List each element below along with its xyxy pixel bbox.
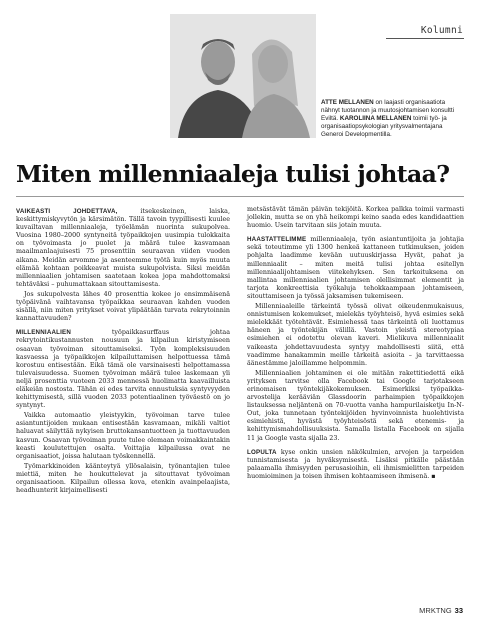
paragraph-text: millenniaaleja, työn asiantuntijoita ja johtajia sekä toteutimme yli 1300 henkeä kattaneen tutkimuksen, joiden pohjalta laadimme kevään uutuuskirjassa Hyvät, pahat ja millenniaalit – miten meitä tulisi johtaa esitellyn millenniaalijohtamisen viitekehyksen. Sen tarkoituksena on mallintaa millenniaalien johtamisen olellisimmat elementit ja tarjota konkreettisia työkaluja tehokkaampaan johtamiseen, sitouttamiseen ja työssä jaksamisen tukemiseen. (247, 236, 464, 300)
lead-in: MILLENNIAALIEN (16, 329, 72, 337)
paragraph (247, 370, 464, 443)
article-column-right (247, 206, 464, 483)
paragraph (16, 412, 230, 461)
header-rule (386, 38, 464, 39)
paragraph-text: metsästävät tämän päivän tekijöitä. Korkea palkka toimii varmasti jollekin, mutta se on yhä heikompi keino saada edes kandidaattien huomio. Usein tarvitaan siis jotain muuta. (247, 206, 464, 230)
paragraph-text: Jos sukupolvesta lähes 40 prosenttia kokee jo ensimmäisenä työpäivänä vaihtavansa työpaikkaa seuraavan kahden vuoden sisällä, niin miten yritykset voivat ylipäätään turvata rekrytoinnin kannattavuuden? (16, 290, 230, 323)
paragraph (247, 303, 464, 368)
author-bio-1: on laajasti organisaatiota nähnyt tuotannon ja muutosjohtamisen konsultti Eviltä. (321, 99, 455, 122)
paragraph (247, 206, 464, 230)
paragraph-text: Työmarkkinoiden käänteytyä yllösalaisin, työnantajien tulee miettiä, miten he houkuttelevat ja sitouttavat työvoiman organisaatioon. Kilpailun ollessa kova, etenkin avainpelaajista, headhunterit kirjaimellisesti (16, 462, 230, 495)
paragraph-text: Vaikka automaatio yleistyykin, työvoiman tarve tulee asiantuntijoiden mukaan entisestään kasvamaan, mikäli valtiot haluavat säilyttää nykyisen bruttokansantuotteen ja tuottavuuden kasvun. Osaavan työvoiman puute tulee olemaan voimakkaintakin keasti koulutettujen osalta. Voittajia kilpailussa ovat ne organisaatiot, joissa halutaan työskennellä. (16, 412, 230, 460)
author-bio-2: toimii työ- ja organisaatiopsykologian yritysvalmentajana Generoi Developmentilla. (321, 114, 447, 138)
headline-rule (16, 196, 464, 197)
paragraph-text: Millenniaaleille tärkeintä työssä olivat oikeudenmukaisuus, onnistumisen kokemukset, mielekäs työyhteisö, hyvä esimies sekä mielekkäät työtehtävät. Esimiehessä taas tärkeintä oli luottamus häneen ja työntekijän välillä. Vastoin yleistä stereotypiaa esimiehen ei odotettu olevan kaveri. Mielikuva millenniaalit vaikeasta johdettavuudesta syntyy mahdollisesti siitä, että vaadimme hanakammin meille tärkeitä asioita – ja tarvittaessa äänestämme jaloillamme helpommin. (247, 303, 464, 367)
paragraph-text: Millenniaalien johtaminen ei ole mitään rakettitiedettä eikä yrityksen tarvitse olla Facebook tai Google tarjotakseen erinomaisen työntekijäkokemuksen. Esimerkiksi työpaikka-arvostelija kerääviän Glassdoorin parhaimpien työpaikkojen listauksessa neljäntenä on 70-vuotta vanha hampurilaisketju In-N-Out, joka tunnetaan työntekijöiden hyvinvoinnista huolehtivista esimiehistä, hyvästä työyhteisöstä sekä etenemis- ja kehittymismahdollisuuksista. Samalla listalla Facebook on sijalla 11 ja Google vasta sijalla 23. (247, 369, 464, 442)
lead-in: LOPULTA (247, 448, 277, 456)
author-name-2: KAROLIINA MELLANEN (339, 114, 412, 122)
page-number: 33 (454, 606, 463, 615)
paragraph-text: työpaikkasurffaus johtaa rekrytointikustannusten nousuun ja kilpailun kiristymiseen osaavan työvoiman sitouttamiseksi. Työn kompleksisuuden kasvaessa ja työpaikkojen kilpailuttamisen helpottuessa tämä korostuu entisestään. Eikä tämä ole varsinaisesti helpottamassa tulevaisuudessa. Suomen työvoiman määrä tulee laskemaan yli neljä prosenttia vuoteen 2033 mennessä huolimatta kaavailluista eläkeiän nostosta. Tähän ei edes tarvita ennustuksia syntyvyyden kehittymisestä, sillä vuoden 2033 potentiaalinen työväestö on jo syntynyt. (16, 329, 230, 410)
author-caption (321, 99, 459, 139)
author-photo (170, 14, 316, 138)
author-name-1: ATTE MELLANEN (321, 99, 374, 106)
paragraph (16, 208, 230, 289)
paragraph (247, 236, 464, 301)
paragraph (16, 463, 230, 495)
magazine-name: MRKTNG (419, 606, 452, 615)
article-headline: Miten millenniaaleja tulisi johtaa? (16, 160, 450, 188)
lead-in: HAASTATTELIMME (247, 236, 307, 244)
lead-in: VAIKEASTI JOHDETTAVA, (16, 208, 118, 215)
paragraph-text: kyse onkin unsien näkökulmien, arvojen ja tarpeiden tunnistamisesta ja hyväksymisestä. Lisäksi pitkälle päästään palaamalla ihmisyyden perusasioihin, eli ihmismielitten tarpeiden huomioiminen ja toisen ihmisen kohtaamiseen ihmisenä. ▪ (247, 448, 464, 480)
paragraph (247, 449, 464, 481)
paragraph (16, 291, 230, 323)
article-column-left (16, 208, 230, 497)
paragraph-text: itsekeskeinen, laiska, keskittymiskyvytön ja kärsimätön. Tällä tavoin tyypillisesti kuulee kuvailtavan millenniaaleja, työelämän nuorinta sukupolvea. Vuosina 1980–2000 syntyneitä työpaikkojen uusimpia tulokkaita on työvoimasta jo puolet ja määrä tulee kasvamaan maailmanlaajuisesti 75 prosenttiin seuraavan viiden vuoden aikana. Meidän arvomme ja asenteemme työtä kuin myös muuta elämää kohtaan poikkeavat muista sukupolvista. Siksi meidän millenniaalien johtamisen saatetaan kokea jopa mahdottomaksi tehtäväksi – puhumattakaan sitouttamisesta. (16, 208, 230, 288)
page-footer (419, 606, 463, 615)
section-label: Kolumni (420, 25, 463, 36)
paragraph (16, 329, 230, 410)
